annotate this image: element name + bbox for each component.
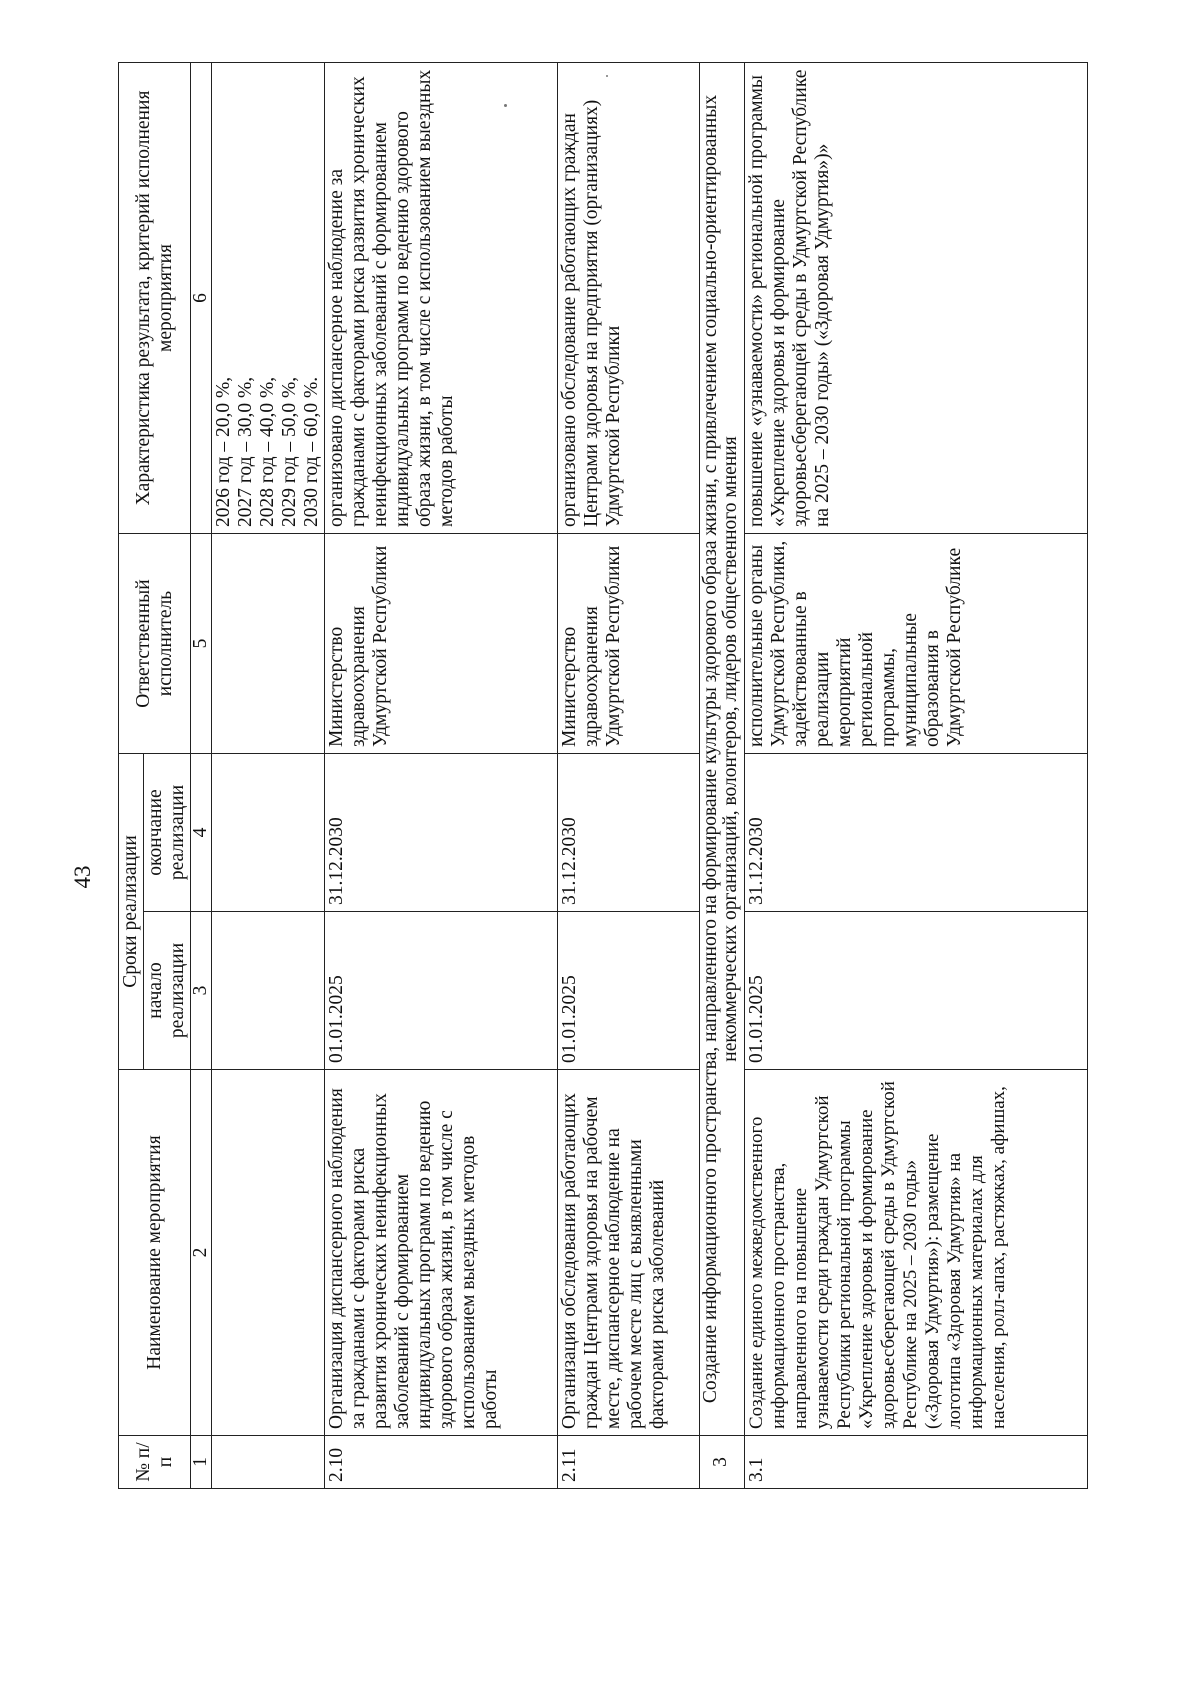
row-start: 01.01.2025 <box>745 912 1088 1070</box>
header-start: начало реализации <box>144 912 191 1070</box>
column-number: 4 <box>191 754 212 912</box>
table-row-continuation <box>212 63 325 1489</box>
rotated-page <box>0 50 1150 1697</box>
row-end: 31.12.2030 <box>745 754 1088 912</box>
header-num: № п/п <box>119 1436 191 1489</box>
measures-table <box>118 62 1088 1489</box>
row-responsible: Министерство здравоохранения Удмуртской Республики <box>325 534 558 754</box>
column-number: 1 <box>191 1436 212 1489</box>
row-start: 01.01.2025 <box>325 912 558 1070</box>
row-end: 31.12.2030 <box>325 754 558 912</box>
column-number: 2 <box>191 1070 212 1436</box>
result-cell: 2026 год – 20,0 %, 2027 год – 30,0 %, 2028 год – 40,0 %, 2029 год – 50,0 %, 2030 год – 60,0 %. <box>212 63 325 534</box>
row-result: повышение «узнаваемости» региональной программы «Укрепление здоровья и формирование здоровьесберегающей среды в Удмуртской Республике на 2025 – 2030 годы» («Здоровая Удмуртия»)» <box>745 63 1088 534</box>
table-row <box>325 63 558 1489</box>
row-end: 31.12.2030 <box>558 754 700 912</box>
row-responsible: исполнительные органы Удмуртской Республики, задействованные в реализации мероприятий региональной программы, муниципальные образования в Удмуртской Республике <box>745 534 1088 754</box>
row-name: Создание единого межведомственного информационного пространства, направленного на повышение узнаваемости среди граждан Удмуртской Республики региональной программы «Укрепление здоровья и формирование здоровьесберегающей среды в Удмуртской Республике на 2025 – 2030 годы» («Здоровая Удмуртия»): размещение логотипа «Здоровая Удмуртия» на информационных материалах для населения, ролл-апах, растяжках, афишах, <box>745 1070 1088 1436</box>
header-name: Наименование мероприятия <box>119 1070 191 1436</box>
table-row <box>558 63 700 1489</box>
column-number: 3 <box>191 912 212 1070</box>
section-title: Создание информационного пространства, направленного на формирование культуры здорового образа жизни, с привлечением социально-ориентированных некоммерческих организаций, волонтеров, лидеров общественного мнения <box>700 63 745 1436</box>
row-num: 2.11 <box>558 1436 700 1489</box>
row-start: 01.01.2025 <box>558 912 700 1070</box>
table-row <box>745 63 1088 1489</box>
section-num: 3 <box>700 1436 745 1489</box>
header-result: Характеристика результата, критерий исполнения мероприятия <box>119 63 191 534</box>
header-end: окончание реализации <box>144 754 191 912</box>
row-num: 2.10 <box>325 1436 558 1489</box>
scan-speck <box>504 104 507 107</box>
header-responsible: Ответственный исполнитель <box>119 534 191 754</box>
row-name: Организация обследования работающих граждан Центрами здоровья на рабочем месте, диспансерное наблюдение на рабочем месте лиц с выявленными факторами риска заболеваний <box>558 1070 700 1436</box>
column-number: 6 <box>191 63 212 534</box>
row-result: организовано обследование работающих граждан Центрами здоровья на предприятия (организациях) Удмуртской Республики <box>558 63 700 534</box>
header-row <box>119 63 144 1489</box>
header-dates: Сроки реализации <box>119 754 144 1070</box>
row-name: Организация диспансерного наблюдения за гражданами с факторами риска развития хронических неинфекционных заболеваний с формированием индивидуальных программ по ведению здорового образа жизни, в том числе с использованием выездных методов работы <box>325 1070 558 1436</box>
row-responsible: Министерство здравоохранения Удмуртской Республики <box>558 534 700 754</box>
page-number: 43 <box>70 865 95 889</box>
scan-speck <box>606 75 608 77</box>
column-number-row <box>191 63 212 1489</box>
row-num: 3.1 <box>745 1436 1088 1489</box>
row-result: организовано диспансерное наблюдение за гражданами с факторами риска развития хронических неинфекционных заболеваний с формированием индивидуальных программ по ведению здорового образа жизни, в том числе с использованием выездных методов работы <box>325 63 558 534</box>
column-number: 5 <box>191 534 212 754</box>
section-row <box>700 63 745 1489</box>
